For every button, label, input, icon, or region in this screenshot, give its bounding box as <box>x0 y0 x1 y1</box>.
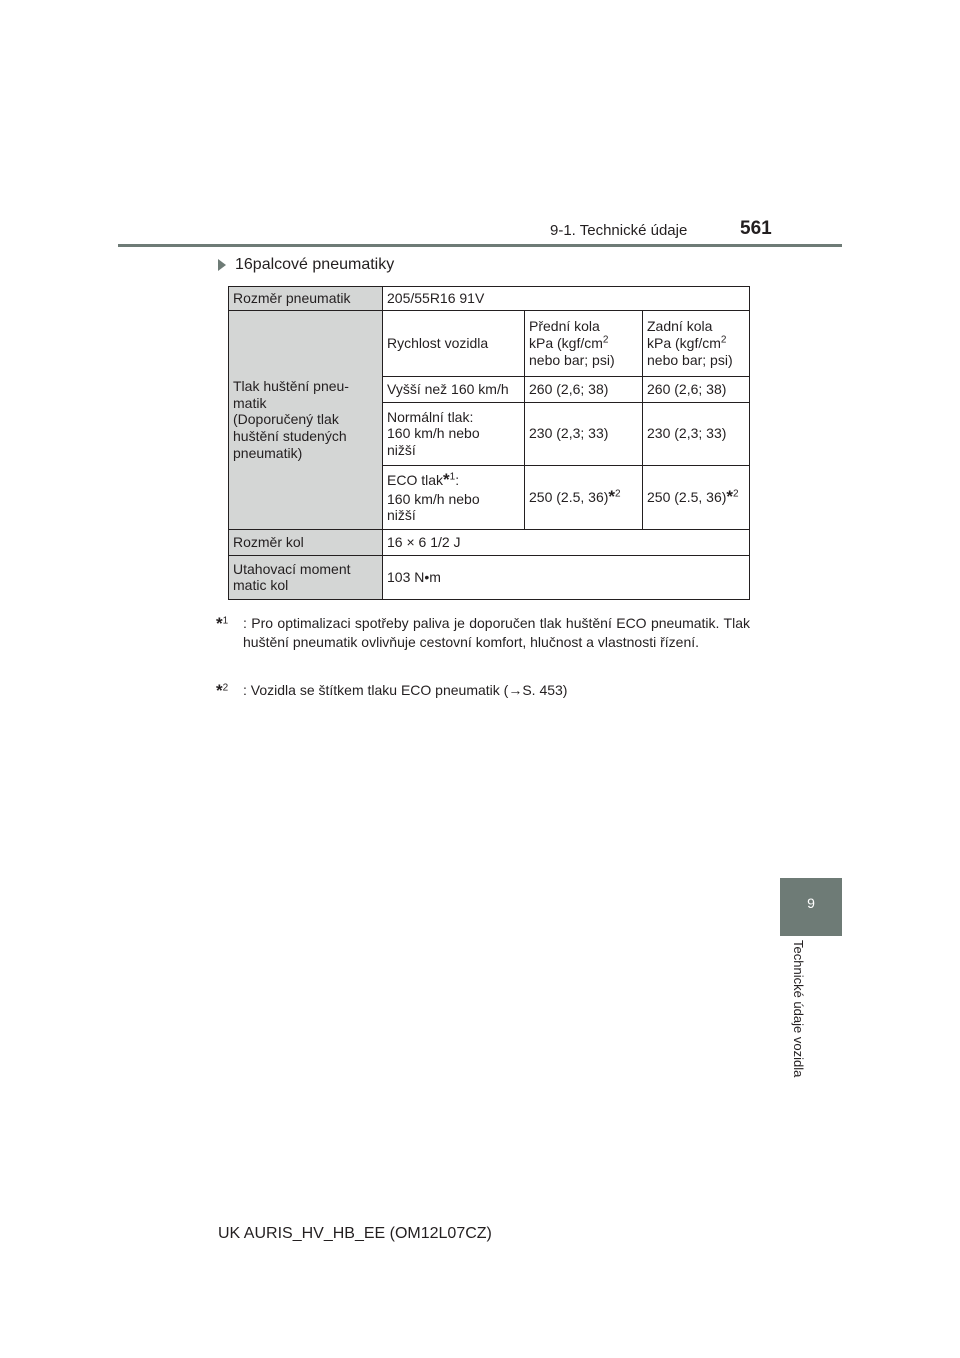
pressure-label-text: Tlak huštění pneu- matik (Doporučený tlak huštění studených pneumatik) <box>233 377 349 461</box>
header-divider <box>118 244 842 247</box>
footnote-star: * <box>608 487 616 507</box>
tire-size-label: Rozměr pneumatik <box>229 287 383 311</box>
front-pressure-cell: 230 (2,3; 33) <box>525 402 643 465</box>
eco-label: ECO tlak <box>387 472 444 489</box>
superscript: 2 <box>720 334 727 346</box>
superscript: 2 <box>733 488 739 500</box>
page-number: 561 <box>740 218 772 239</box>
superscript: 2 <box>615 488 621 500</box>
triangle-bullet-icon <box>218 259 226 271</box>
superscript: 1 <box>449 471 456 483</box>
wheel-size-value: 16 × 6 1/2 J <box>383 529 750 555</box>
chapter-title-vertical: Technické údaje vozidla <box>791 940 806 1078</box>
footnote-star: * <box>443 470 450 490</box>
section-title: 9-1. Technické údaje <box>550 222 688 239</box>
document-code: UK AURIS_HV_HB_EE (OM12L07CZ) <box>218 1225 492 1242</box>
table-row <box>229 529 750 555</box>
footnote-2-text: : Vozidla se štítkem tlaku ECO pneumatik (→S. 453) <box>243 682 568 698</box>
col-header-speed: Rychlost vozidla <box>383 310 525 376</box>
pressure-label <box>229 310 383 529</box>
chapter-tab: 9 <box>780 878 842 936</box>
torque-label: Utahovací moment matic kol <box>229 555 383 599</box>
footnote-2 <box>216 681 568 701</box>
table-row <box>229 555 750 599</box>
rear-pressure-cell: 260 (2,6; 38) <box>643 376 750 402</box>
subheading-text: 16palcové pneumatiky <box>235 256 395 273</box>
footnote-1 <box>216 614 750 650</box>
speed-cell: Normální tlak: 160 km/h nebo nižší <box>383 402 525 465</box>
col-header-rear <box>643 310 750 376</box>
footnote-1-text: : Pro optimalizaci spotřeby paliva je doporučen tlak huštění ECO pneumatik. Tlak huštění pneumatik ovlivňuje cestovní komfort, hlučnost a vlastnosti řízení. <box>243 615 750 650</box>
rear-pressure-cell: 230 (2,3; 33) <box>643 402 750 465</box>
tire-size-value: 205/55R16 91V <box>383 287 750 311</box>
front-pressure-cell: 260 (2,6; 38) <box>525 376 643 402</box>
speed-cell <box>383 465 525 529</box>
footnote-mark <box>216 681 243 701</box>
footnote-star: * <box>216 681 223 700</box>
table-row <box>229 310 750 376</box>
rear-pressure-cell <box>643 465 750 529</box>
subheading <box>218 256 394 274</box>
table-row <box>229 287 750 311</box>
tire-spec-table <box>228 286 750 600</box>
wheel-size-label: Rozměr kol <box>229 529 383 555</box>
torque-value: 103 N•m <box>383 555 750 599</box>
superscript: 2 <box>602 334 609 346</box>
speed-cell: Vyšší než 160 km/h <box>383 376 525 402</box>
superscript: 2 <box>222 682 229 694</box>
col-rear-text: Zadní kola kPa (kgf/cm <box>647 318 721 351</box>
col-front-text: Přední kola kPa (kgf/cm <box>529 318 603 351</box>
superscript: 1 <box>222 615 229 627</box>
col-rear-tail: nebo bar; psi) <box>647 351 733 368</box>
rear-value: 250 (2.5, 36) <box>647 489 727 506</box>
col-header-front <box>525 310 643 376</box>
front-value: 250 (2.5, 36) <box>529 489 609 506</box>
col-front-tail: nebo bar; psi) <box>529 351 615 368</box>
front-pressure-cell <box>525 465 643 529</box>
footnote-star: * <box>216 614 223 633</box>
eco-speed-text: : 160 km/h nebo nižší <box>387 472 480 524</box>
footnote-star: * <box>726 487 734 507</box>
footnote-mark <box>216 614 243 634</box>
